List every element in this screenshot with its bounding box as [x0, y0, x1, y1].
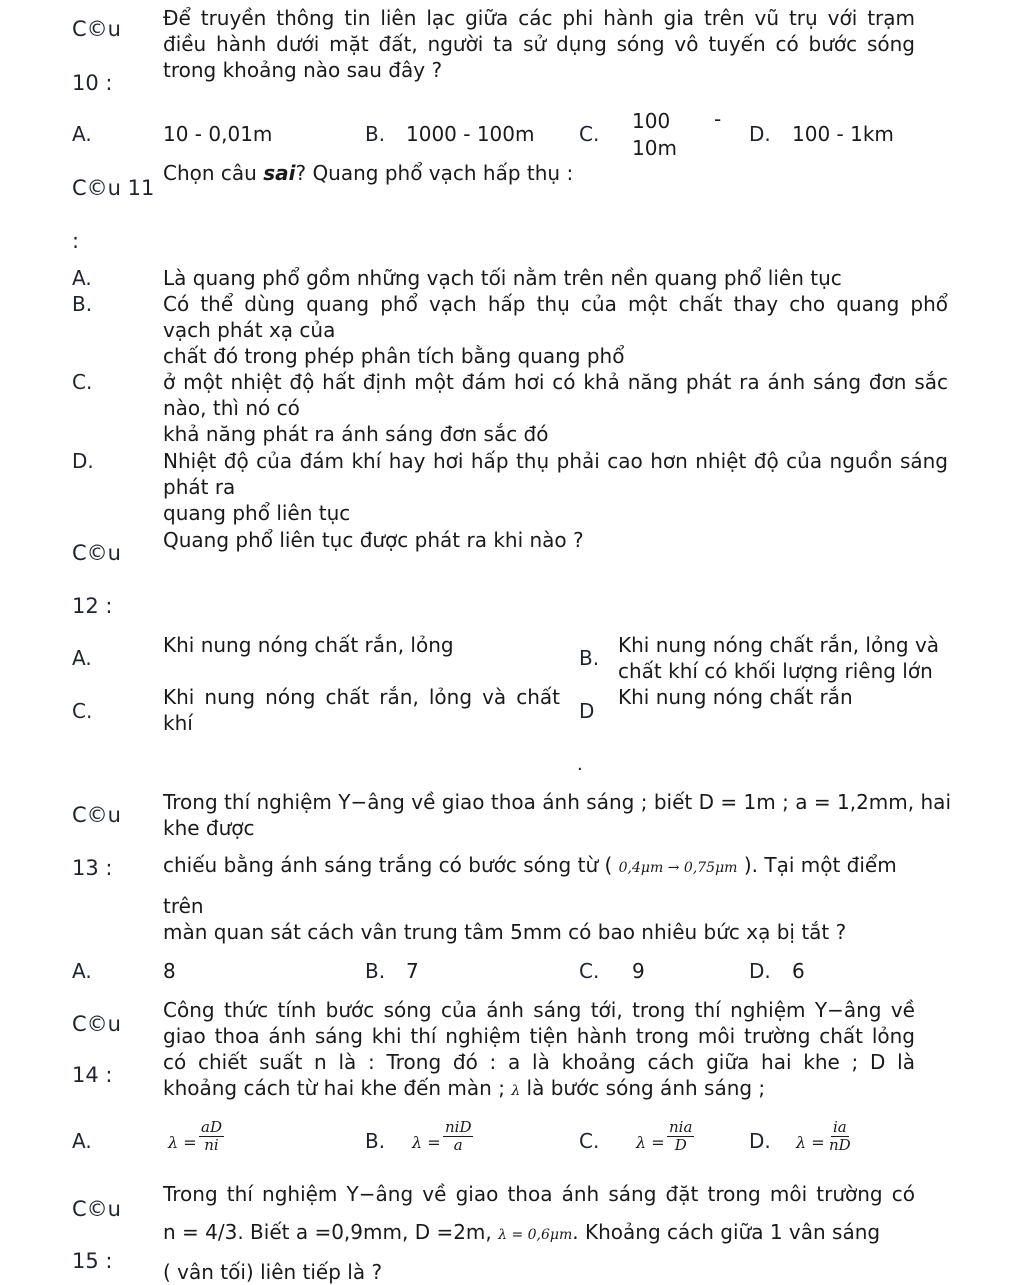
- question-15-stem-line: Trong thí nghiệm Y−âng về giao thoa ánh sáng đặt trong môi trường có: [163, 1182, 915, 1206]
- fraction: [827, 1119, 853, 1154]
- denominator: ni: [204, 1136, 219, 1154]
- option-b-letter: B.: [365, 959, 386, 983]
- question-10-stem-line: điều hành dưới mặt đất, người ta sử dụng sóng vô tuyến có bước sóng: [163, 32, 915, 56]
- option-d-text[interactable]: phát ra: [163, 475, 236, 499]
- question-14-stem-line: khoảng cách từ hai khe đến màn ; λ là bước sóng ánh sáng ;: [163, 1076, 766, 1100]
- question-13-stem-line: chiếu bằng ánh sáng trắng có bước sóng từ ( 0,4μm → 0,75μm ). Tại một điểm: [163, 853, 897, 877]
- option-c-letter: C.: [579, 959, 600, 983]
- denominator: nD: [829, 1136, 851, 1154]
- fraction: [443, 1119, 473, 1154]
- numerator: nia: [669, 1118, 693, 1136]
- option-b-text[interactable]: chất khí có khối lượng riêng lớn: [618, 659, 933, 683]
- option-a-letter: A.: [72, 122, 92, 146]
- option-b-text[interactable]: 7: [406, 959, 419, 983]
- option-b-letter: B.: [365, 122, 386, 146]
- question-10-label: C©u: [72, 17, 121, 41]
- question-13-stem-line: khe được: [163, 816, 255, 840]
- option-a-letter: A.: [72, 646, 92, 670]
- question-13-label: C©u: [72, 803, 121, 827]
- option-d-text[interactable]: 100 - 1km: [792, 122, 894, 146]
- question-14-stem-line: giao thoa ánh sáng khi thí nghiệm tiện hành trong môi trường chất lỏng: [163, 1024, 915, 1048]
- option-c-text[interactable]: Khi nung nóng chất rắn, lỏng và chất: [163, 685, 560, 709]
- option-c-letter: C.: [579, 1129, 600, 1153]
- denominator: D: [674, 1136, 687, 1154]
- option-c-text-top[interactable]: 100: [632, 109, 671, 133]
- lambda-symbol: λ =: [168, 1133, 197, 1152]
- lambda-symbol: λ =: [636, 1133, 665, 1152]
- option-c-text[interactable]: khí: [163, 711, 193, 735]
- question-13-number: 13 :: [72, 856, 113, 880]
- option-d-letter: D.: [749, 122, 771, 146]
- option-a-letter: A.: [72, 266, 92, 290]
- option-c-dash: -: [714, 107, 722, 131]
- question-10-number: 10 :: [72, 71, 113, 95]
- numerator: aD: [201, 1118, 222, 1136]
- question-14-label: C©u: [72, 1012, 121, 1036]
- question-13-stem-line: trên: [163, 894, 204, 918]
- question-13-stem-line: màn quan sát cách vân trung tâm 5mm có bao nhiêu bức xạ bị tắt ?: [163, 920, 847, 944]
- option-b-letter: B.: [72, 292, 93, 316]
- option-d-text[interactable]: 6: [792, 959, 805, 983]
- numerator: niD: [445, 1118, 472, 1136]
- option-b-letter: B.: [365, 1129, 386, 1153]
- question-12-label: C©u: [72, 541, 121, 565]
- option-d-text[interactable]: Nhiệt độ của đám khí hay hơi hấp thụ phải cao hơn nhiệt độ của nguồn sáng: [163, 449, 948, 473]
- option-c-letter: C.: [579, 122, 600, 146]
- fraction: [667, 1119, 694, 1154]
- option-c-letter: C.: [72, 370, 93, 394]
- option-d-text[interactable]: quang phổ liên tục: [163, 501, 351, 525]
- option-a-text[interactable]: Là quang phổ gồm những vạch tối nằm trên nền quang phổ liên tục: [163, 266, 842, 290]
- question-15-stem-line: ( vân tối) liên tiếp là ?: [163, 1260, 383, 1284]
- option-c-text[interactable]: ở một nhiệt độ hất định một đám hơi có khả năng phát ra ánh sáng đơn sắc: [163, 370, 948, 394]
- option-a-text[interactable]: Khi nung nóng chất rắn, lỏng: [163, 633, 454, 657]
- option-d-letter: D.: [749, 959, 771, 983]
- option-c-letter: C.: [72, 699, 93, 723]
- option-a-text[interactable]: 8: [163, 959, 176, 983]
- question-11-label: C©u 11: [72, 176, 155, 200]
- option-d-letter: D.: [72, 449, 94, 473]
- option-b-text[interactable]: vạch phát xạ của: [163, 318, 336, 342]
- option-d-letter: D.: [749, 1129, 771, 1153]
- question-11-stem: Chọn câu sai? Quang phổ vạch hấp thụ :: [163, 161, 574, 185]
- question-15-number: 15 :: [72, 1249, 113, 1273]
- option-a-letter: A.: [72, 959, 92, 983]
- option-a-letter: A.: [72, 1129, 92, 1153]
- lambda-symbol: λ =: [412, 1133, 441, 1152]
- question-15-stem-line: n = 4/3. Biết a =0,9mm, D =2m, λ = 0,6μm. Khoảng cách giữa 1 vân sáng: [163, 1220, 881, 1244]
- option-b-text[interactable]: Có thể dùng quang phổ vạch hấp thụ của một chất thay cho quang phổ: [163, 292, 948, 316]
- option-c-text[interactable]: nào, thì nó có: [163, 396, 300, 420]
- option-a-text[interactable]: 10 - 0,01m: [163, 122, 273, 146]
- lambda-symbol: λ =: [796, 1133, 825, 1152]
- option-b-text[interactable]: 1000 - 100m: [406, 122, 535, 146]
- question-10-stem-line: trong khoảng nào sau đây ?: [163, 58, 443, 82]
- numerator: ia: [832, 1118, 847, 1136]
- question-15-label: C©u: [72, 1197, 121, 1221]
- question-14-stem-line: Công thức tính bước sóng của ánh sáng tới, trong thí nghiệm Y−âng về: [163, 998, 915, 1022]
- option-b-text[interactable]: Khi nung nóng chất rắn, lỏng và: [618, 633, 940, 657]
- option-c-text-bottom[interactable]: 10m: [632, 136, 677, 160]
- trailing-dot: .: [577, 754, 583, 775]
- question-14-stem-line: có chiết suất n là : Trong đó : a là khoảng cách giữa hai khe ; D là: [163, 1050, 915, 1074]
- question-12-stem: Quang phổ liên tục được phát ra khi nào ?: [163, 528, 584, 552]
- wavelength-value: λ = 0,6μm: [498, 1227, 573, 1243]
- question-10-stem-line: Để truyền thông tin liên lạc giữa các phi hành gia trên vũ trụ với trạm: [163, 6, 915, 30]
- question-14-number: 14 :: [72, 1063, 113, 1087]
- option-d-text[interactable]: Khi nung nóng chất rắn: [618, 685, 853, 709]
- denominator: a: [453, 1136, 463, 1154]
- option-c-text[interactable]: khả năng phát ra ánh sáng đơn sắc đó: [163, 422, 549, 446]
- option-b-text[interactable]: chất đó trong phép phân tích bằng quang phổ: [163, 344, 625, 368]
- fraction: [199, 1119, 224, 1154]
- question-11-colon: :: [72, 229, 80, 253]
- question-13-stem-line: Trong thí nghiệm Y−âng về giao thoa ánh sáng ; biết D = 1m ; a = 1,2mm, hai: [163, 790, 951, 814]
- wavelength-range: 0,4μm → 0,75μm: [618, 860, 738, 876]
- option-c-text[interactable]: 9: [632, 959, 645, 983]
- option-d-letter: D: [579, 699, 595, 723]
- option-b-letter: B.: [579, 646, 600, 670]
- question-12-number: 12 :: [72, 594, 113, 618]
